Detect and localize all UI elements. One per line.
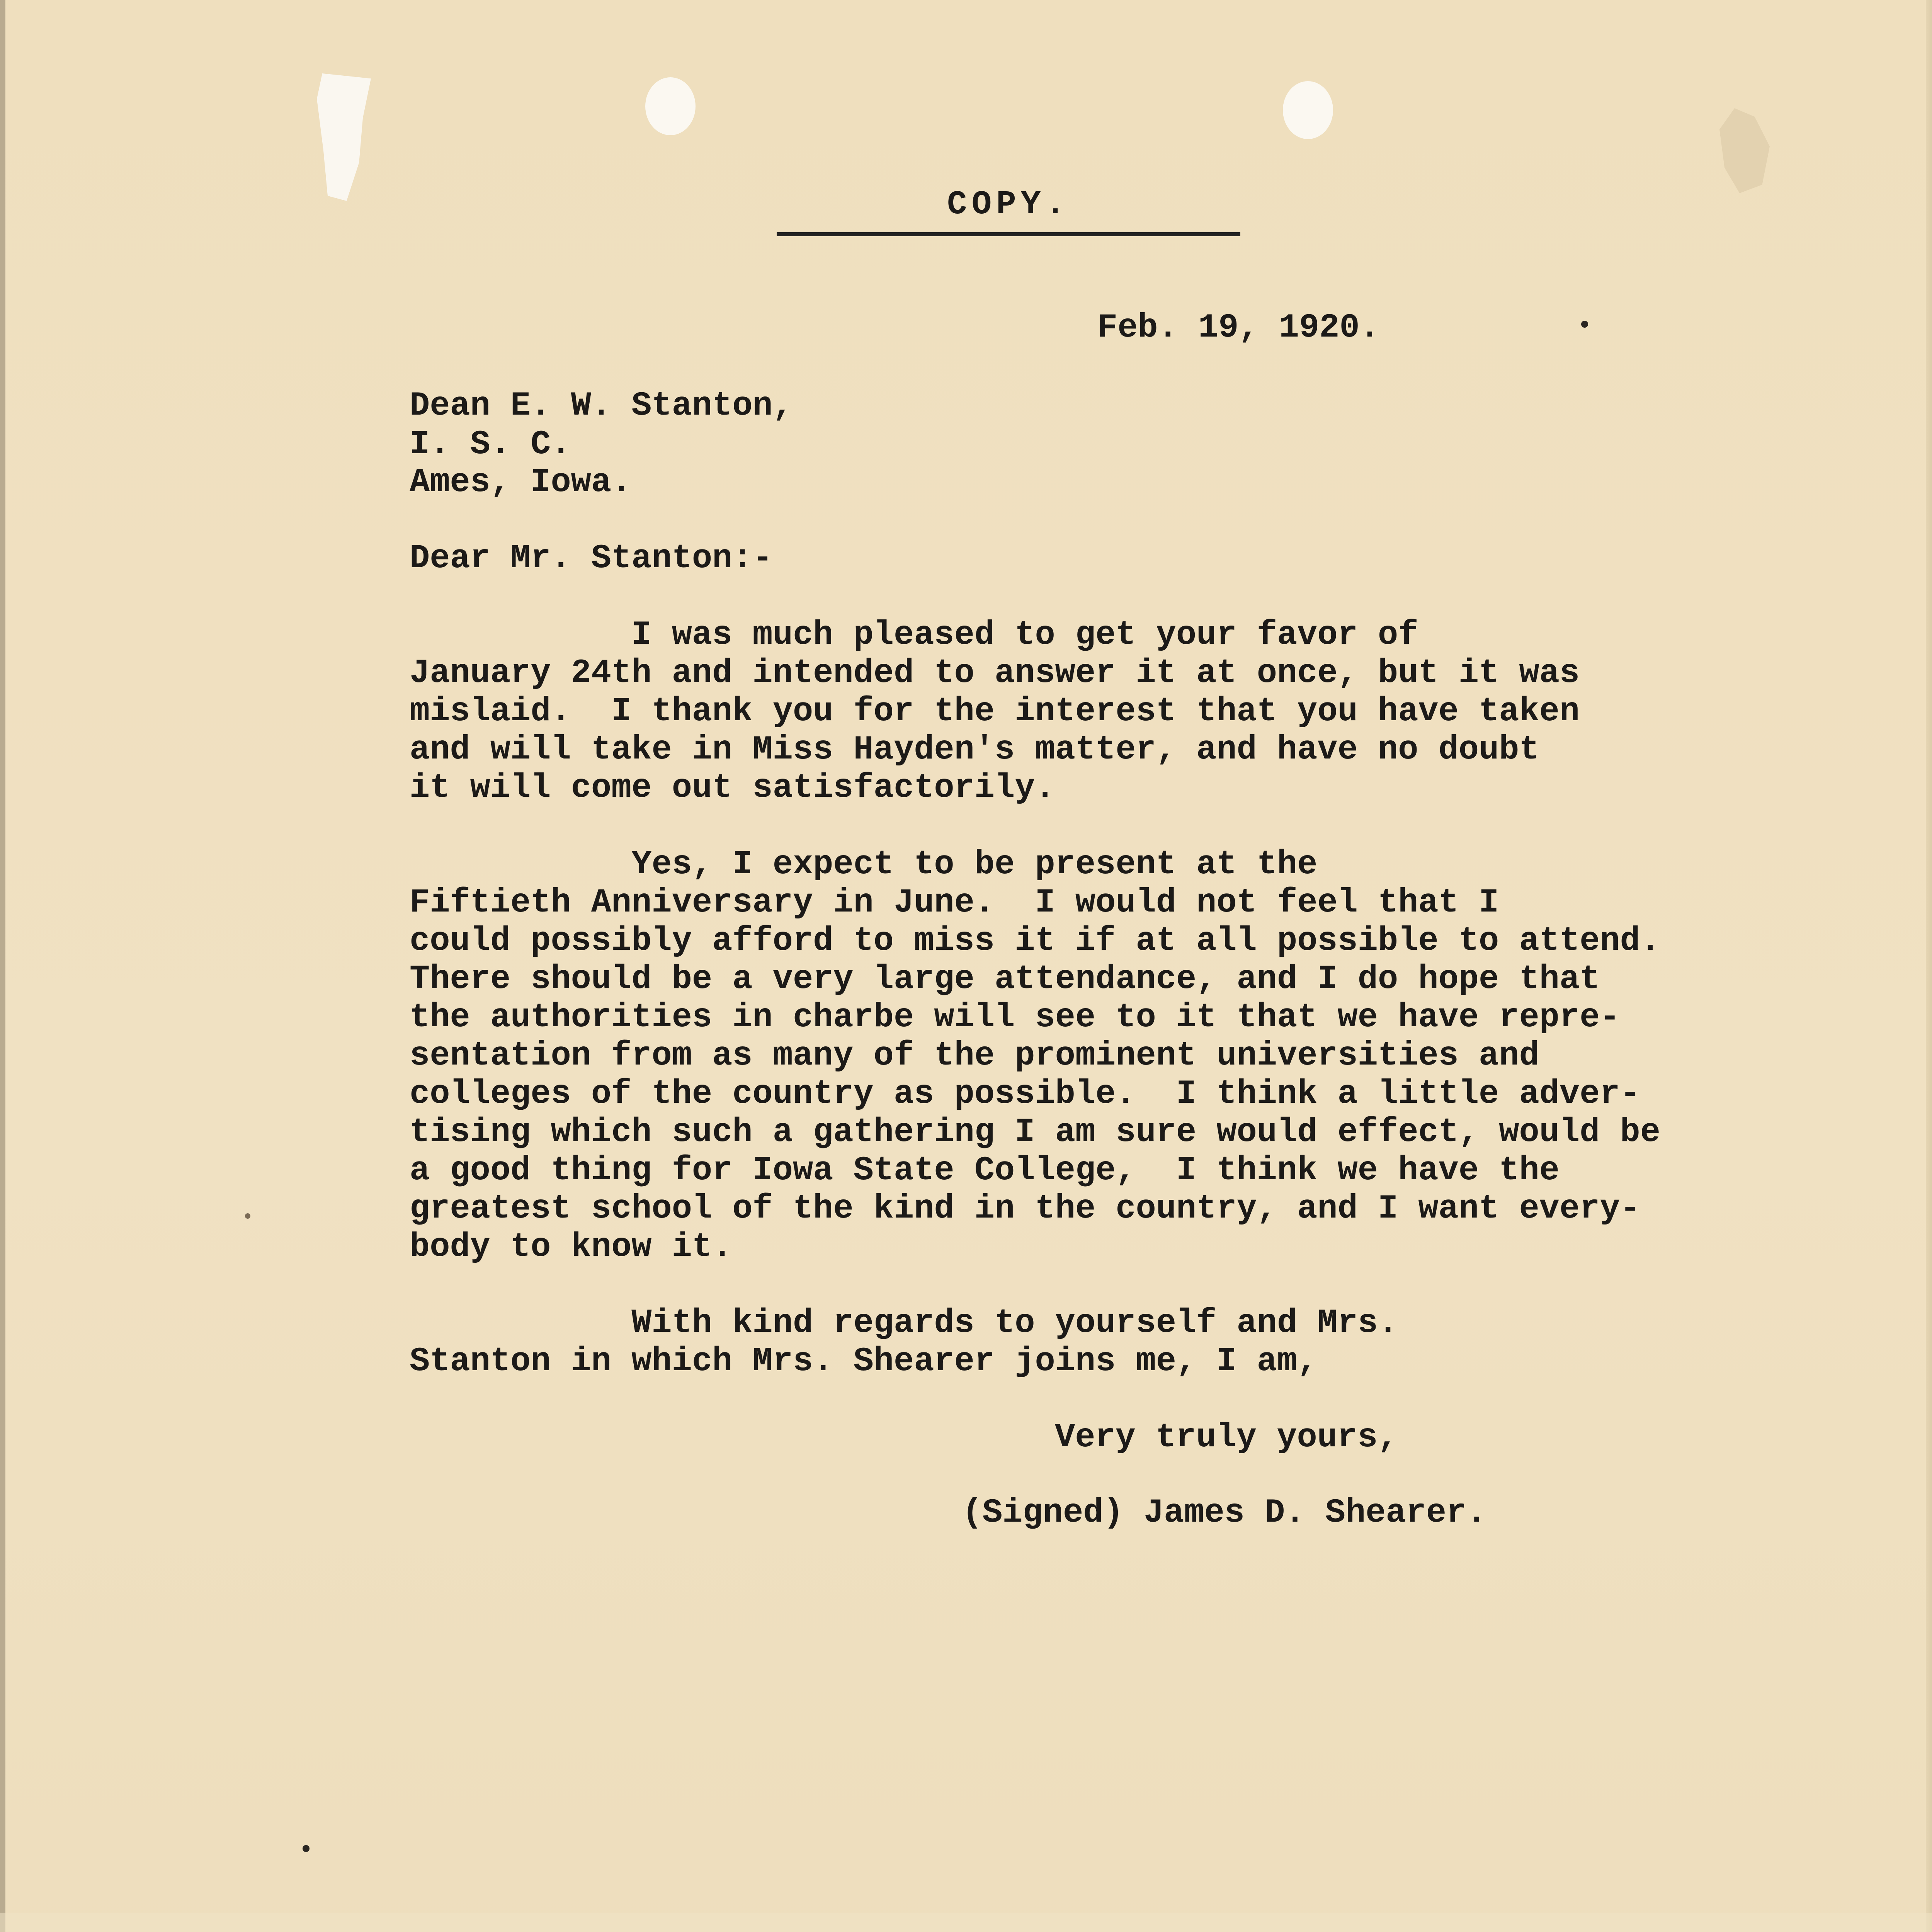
paragraph-line: greatest school of the kind in the country, and I want every-: [410, 1190, 1640, 1228]
paragraph-line: mislaid. I thank you for the interest that you have taken: [410, 693, 1580, 731]
complimentary-close: Very truly yours,: [1055, 1419, 1398, 1457]
letter-date: Feb. 19, 1920.: [1097, 309, 1380, 347]
paragraph-line: I was much pleased to get your favor of: [410, 616, 1418, 654]
salutation: Dear Mr. Stanton:-: [410, 540, 773, 578]
signature-line: (Signed) James D. Shearer.: [962, 1494, 1487, 1532]
paragraph-line: Stanton in which Mrs. Shearer joins me, I am,: [410, 1343, 1318, 1381]
paragraph-line: it will come out satisfactorily.: [410, 769, 1055, 807]
address-line: Dean E. W. Stanton,: [410, 387, 793, 425]
paragraph-line: a good thing for Iowa State College, I think we have the: [410, 1152, 1560, 1190]
paragraph-line: colleges of the country as possible. I think a little adver-: [410, 1075, 1640, 1113]
paragraph-line: and will take in Miss Hayden's matter, and have no doubt: [410, 731, 1539, 769]
address-line: I. S. C.: [410, 426, 571, 464]
paragraph-line: sentation from as many of the prominent universities and: [410, 1037, 1539, 1075]
paragraph-line: body to know it.: [410, 1228, 733, 1266]
copy-heading: COPY.: [777, 185, 1240, 236]
paragraph-line: tising which such a gathering I am sure would effect, would be: [410, 1114, 1660, 1151]
address-line: Ames, Iowa.: [410, 464, 632, 502]
paragraph-line: could possibly afford to miss it if at all possible to attend.: [410, 922, 1660, 960]
paragraph-line: Yes, I expect to be present at the: [410, 846, 1318, 884]
paragraph-line: the authorities in charbe will see to it that we have repre-: [410, 999, 1620, 1037]
paragraph-line: Fiftieth Anniversary in June. I would not feel that I: [410, 884, 1499, 922]
paragraph-line: There should be a very large attendance, and I do hope that: [410, 961, 1600, 998]
paragraph-line: January 24th and intended to answer it at once, but it was: [410, 655, 1580, 692]
paragraph-line: With kind regards to yourself and Mrs.: [410, 1304, 1398, 1342]
